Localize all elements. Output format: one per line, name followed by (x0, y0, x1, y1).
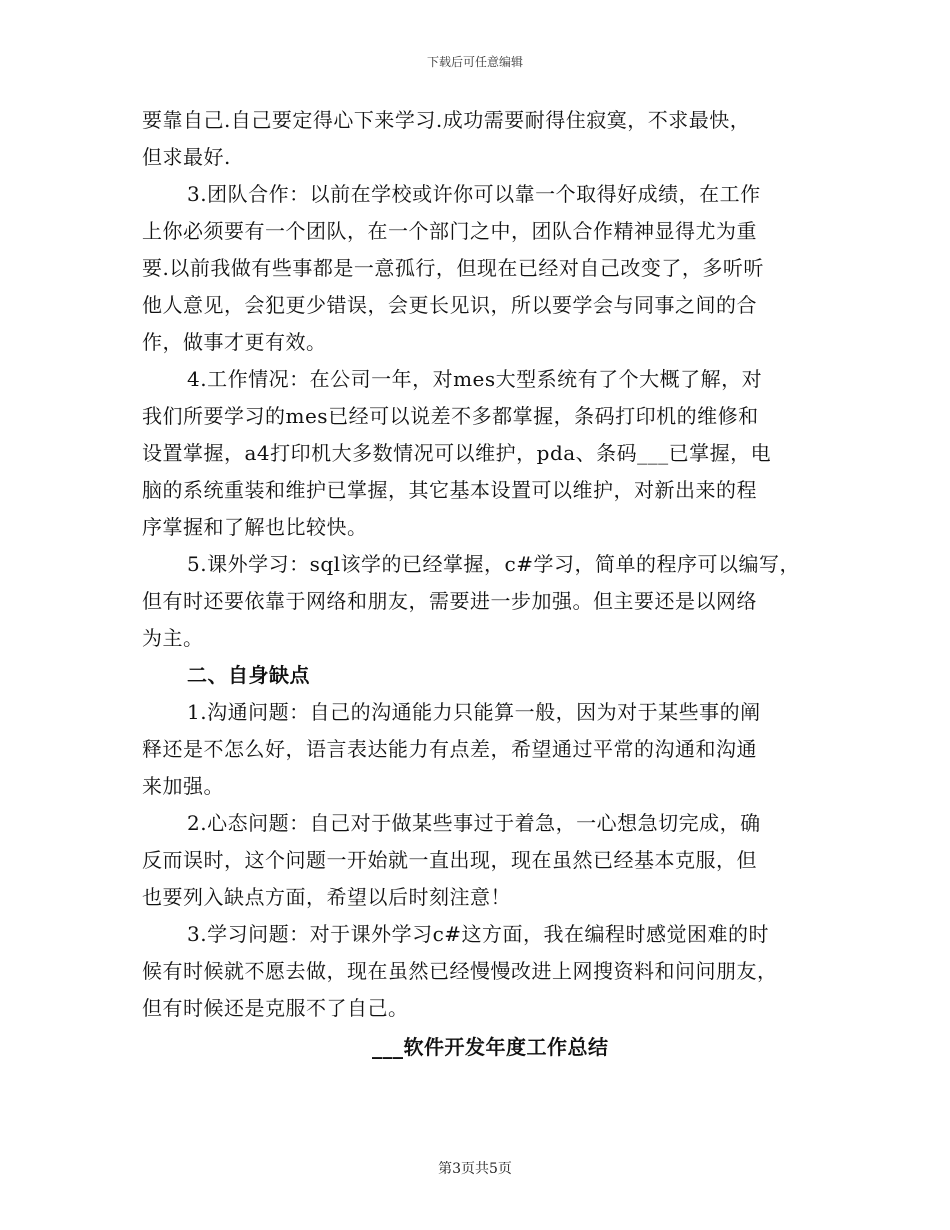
paragraph-line: 1.沟通问题：自己的沟通能力只能算一般，因为对于某些事的阐 (187, 700, 761, 724)
paragraph-line: 4.工作情况：在公司一年，对mes大型系统有了个大概了解，对 (187, 367, 763, 391)
document-body (142, 102, 822, 1066)
page-number: 第3页共5页 (438, 1161, 512, 1177)
paragraph-line: 序掌握和了解也比较快。 (142, 515, 368, 539)
paragraph-line: 他人意见，会犯更少错误，会更长见识，所以要学会与同事之间的合 (142, 293, 757, 317)
paragraph-line: 但求最好. (142, 145, 231, 169)
paragraph-line: 脑的系统重装和维护已掌握，其它基本设置可以维护，对新出来的程 (142, 478, 757, 502)
paragraph-line: 5.课外学习：sql该学的已经掌握，c#学习，简单的程序可以编写， (187, 552, 801, 576)
paragraph-line: 释还是不怎么好，语言表达能力有点差，希望通过平常的沟通和沟通 (142, 737, 757, 761)
paragraph-line: 3.团队合作：以前在学校或许你可以靠一个取得好成绩，在工作 (187, 182, 761, 206)
paragraph-line: 我们所要学习的mes已经可以说差不多都掌握，条码打印机的维修和 (142, 404, 759, 428)
paragraph-line: 要.以前我做有些事都是一意孤行，但现在已经对自己改变了，多听听 (142, 256, 764, 280)
section-heading: 二、自身缺点 (187, 663, 310, 687)
paragraph-line: 但有时候还是克服不了自己。 (142, 996, 409, 1020)
paragraph-line: 作，做事才更有效。 (142, 330, 327, 354)
page-header-note: 下载后可任意编辑 (426, 55, 523, 69)
document-title: ___软件开发年度工作总结 (372, 1035, 609, 1059)
paragraph-line: 为主。 (142, 626, 204, 650)
paragraph-line: 2.心态问题：自己对于做某些事过于着急，一心想急切完成，确 (187, 811, 761, 835)
paragraph-line: 但有时还要依靠于网络和朋友，需要进一步加强。但主要还是以网络 (142, 589, 757, 613)
paragraph-line: 来加强。 (142, 774, 224, 798)
paragraph-line: 也要列入缺点方面，希望以后时刻注意！ (142, 885, 511, 909)
paragraph-line: 上你必须要有一个团队，在一个部门之中，团队合作精神显得尤为重 (142, 219, 757, 243)
paragraph-line: 3.学习问题：对于课外学习c#这方面，我在编程时感觉困难的时 (187, 922, 770, 946)
paragraph-line: 反而误时，这个问题一开始就一直出现，现在虽然已经基本克服，但 (142, 848, 757, 872)
paragraph-line: 候有时候就不愿去做，现在虽然已经慢慢改进上网搜资料和问问朋友， (142, 959, 778, 983)
paragraph-line: 要靠自己.自己要定得心下来学习.成功需要耐得住寂寞，不求最快， (142, 108, 751, 132)
paragraph-line: 设置掌握，a4打印机大多数情况可以维护，pda、条码___已掌握，电 (142, 441, 772, 465)
